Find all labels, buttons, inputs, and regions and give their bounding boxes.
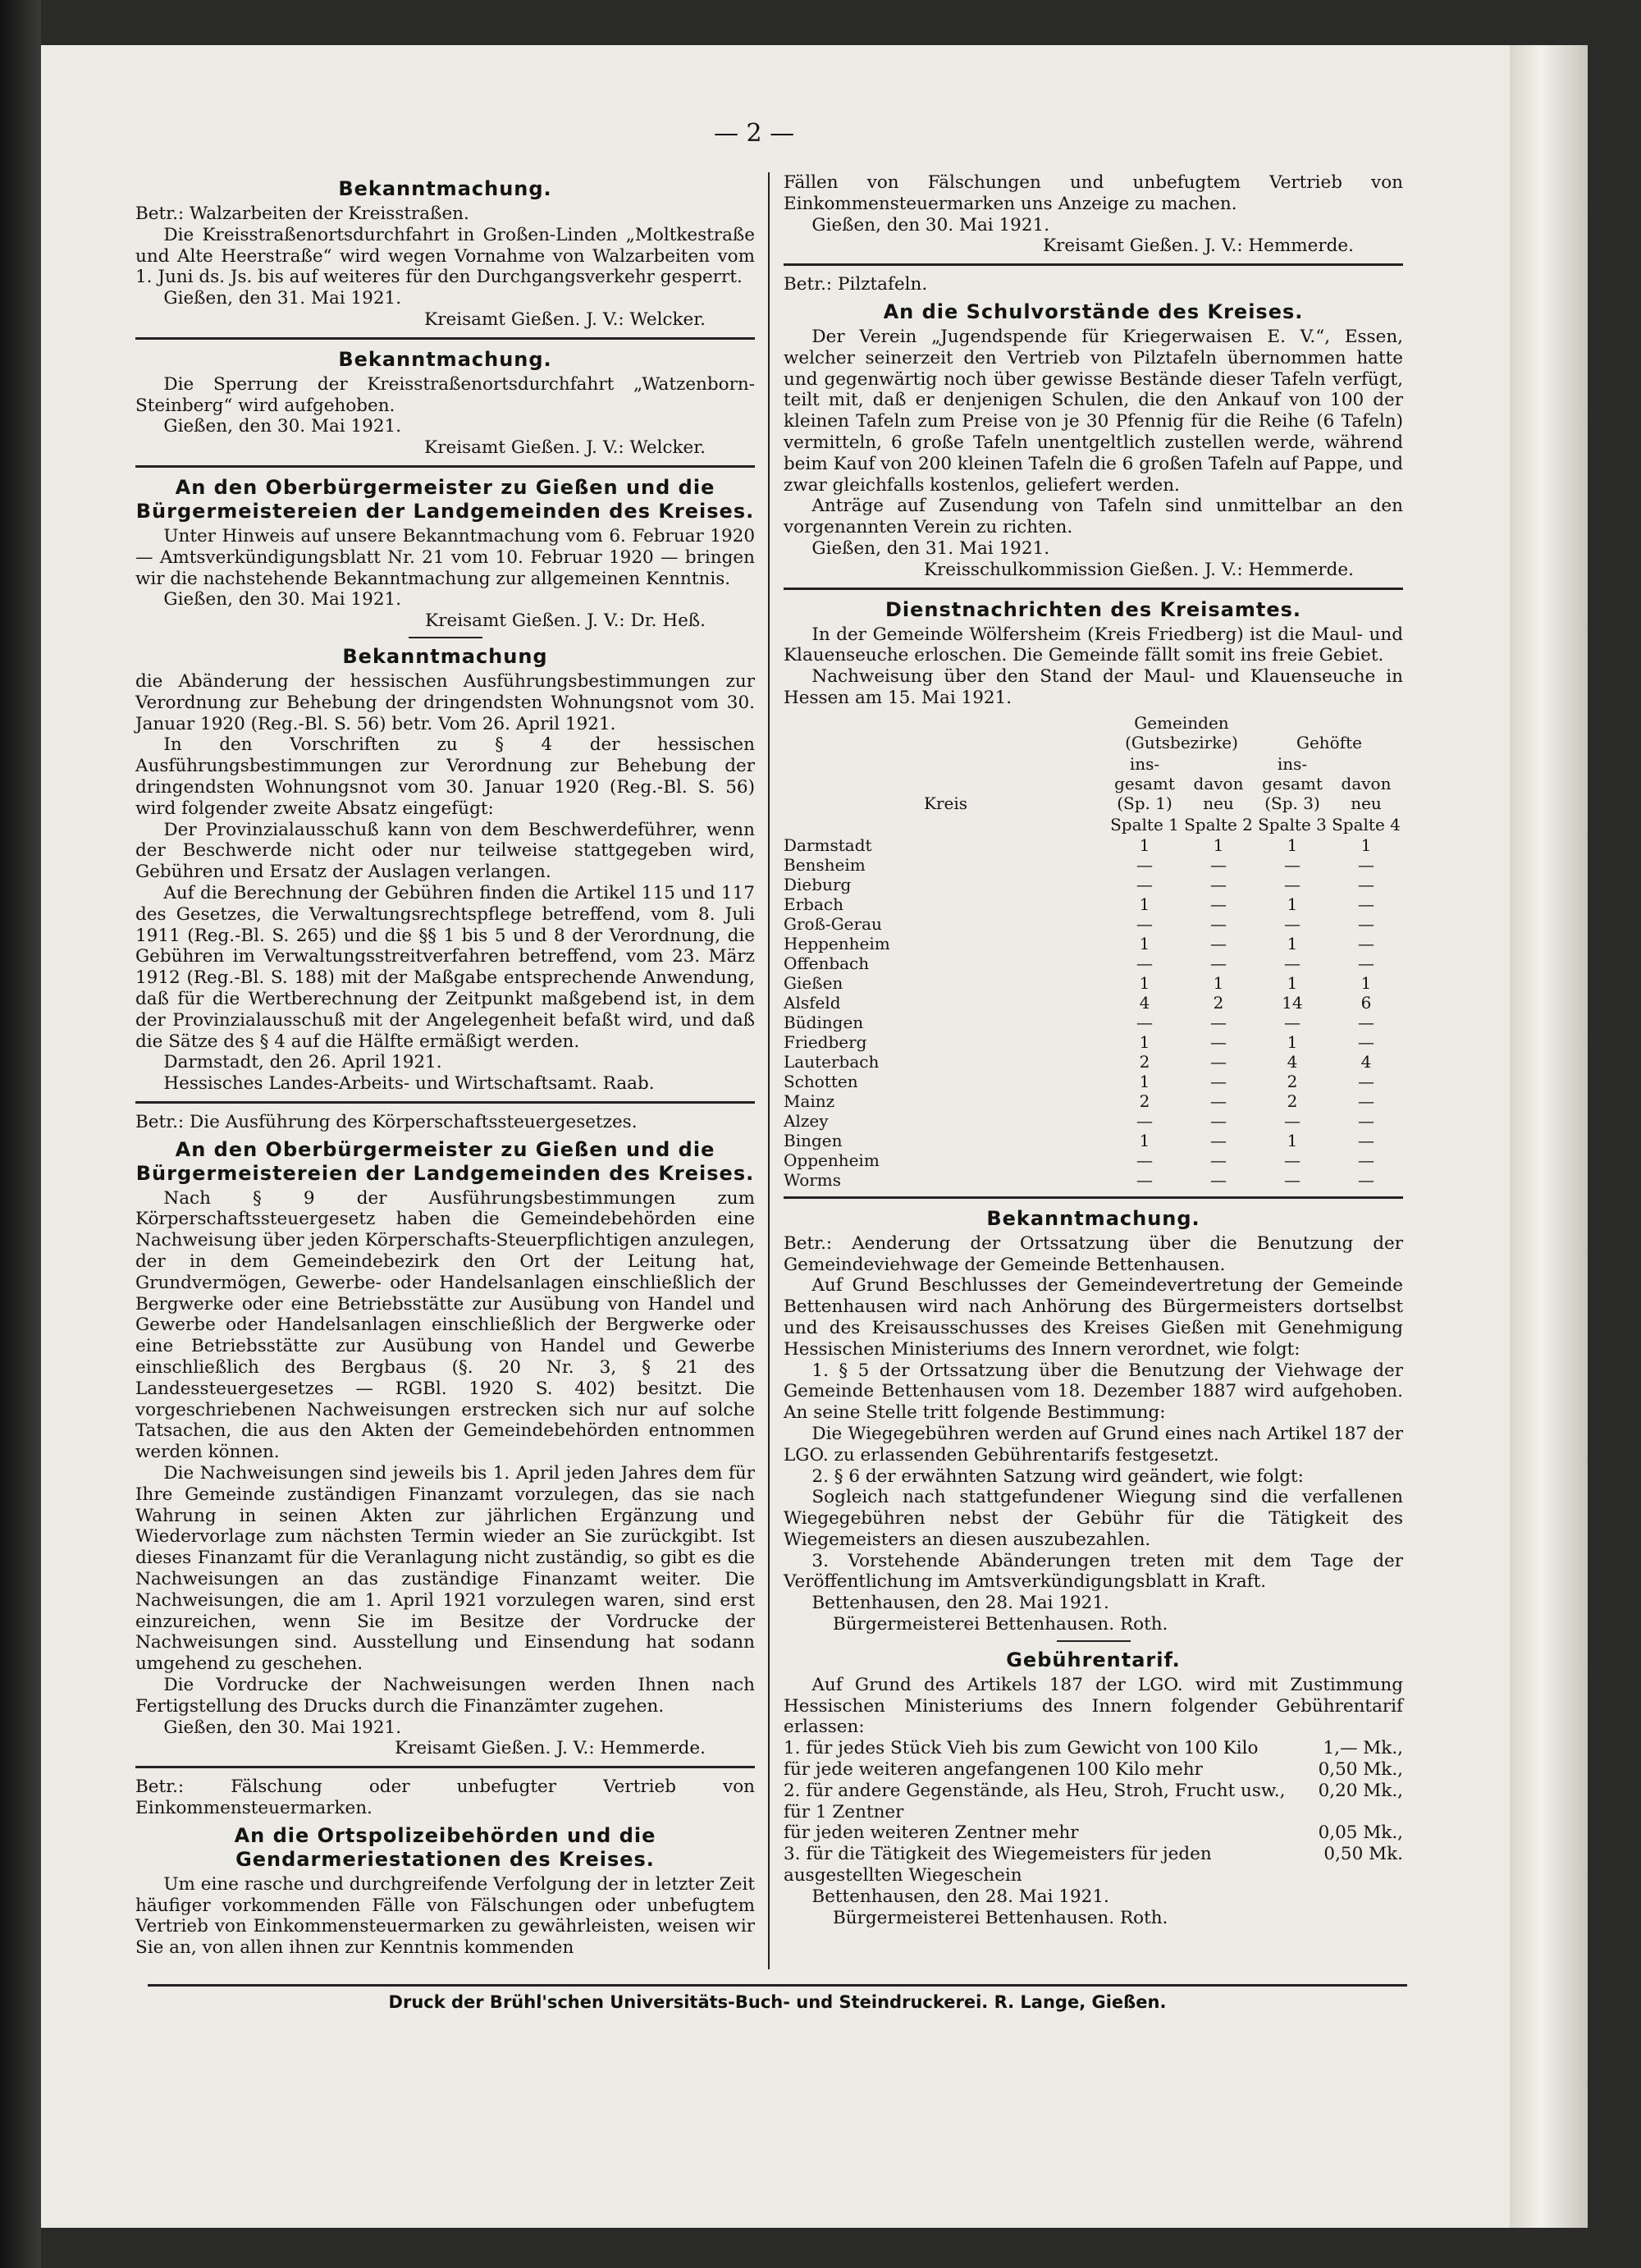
paragraph: Bettenhausen, den 28. Mai 1921. bbox=[811, 1593, 1109, 1614]
right-column bbox=[784, 172, 1403, 1928]
table-cell-value: 1 bbox=[1287, 1031, 1298, 1052]
section-heading: Bekanntmachung. bbox=[986, 1206, 1200, 1230]
table-cell-value: 1 bbox=[1287, 894, 1298, 914]
table-cell-value: 1 bbox=[1287, 933, 1298, 953]
table-cell-value: 1 bbox=[1139, 834, 1150, 855]
table-header-kreis: Kreis bbox=[924, 793, 967, 813]
signature: Kreisamt Gießen. J. V.: Hemmerde. bbox=[1043, 235, 1354, 257]
table-cell-value: 1 bbox=[1360, 834, 1372, 855]
table-cell-kreis: Bingen bbox=[784, 1130, 843, 1150]
bottom-rule bbox=[148, 1984, 1407, 1987]
table-cell-kreis: Büdingen bbox=[784, 1012, 864, 1032]
paragraph: Um eine rasche und durchgreifende Verfolgung der in letzter Zeit häufiger vorkommenden Fälle von Fälschungen oder unbefugtem Vertrieb von Einkommensteuermarken zu gewährleisten, weisen wir Sie an, von allen ihnen zur Kenntnis kommenden bbox=[135, 1873, 755, 1959]
table-cell-value: — bbox=[1358, 953, 1374, 973]
fee-amount: 1,— Mk., bbox=[1323, 1738, 1403, 1759]
table-row bbox=[784, 1111, 1403, 1131]
table-row bbox=[784, 1052, 1403, 1072]
table-cell-value: — bbox=[1210, 1071, 1227, 1091]
book-spine bbox=[0, 0, 41, 2268]
table-cell-value: 2 bbox=[1287, 1091, 1298, 1111]
column-divider bbox=[768, 172, 770, 1969]
section-heading: An den Oberbürgermeister zu Gießen und die Bürgermeistereien der Landgemeinden des Kreises. bbox=[135, 475, 755, 523]
table-cell-value: — bbox=[1136, 854, 1153, 875]
table-cell-value: — bbox=[1136, 1150, 1153, 1170]
table-cell-value: — bbox=[1210, 1031, 1227, 1052]
table-cell-value: — bbox=[1136, 874, 1153, 894]
fee-amount: 0,05 Mk., bbox=[1318, 1822, 1403, 1844]
section-rule bbox=[135, 337, 755, 340]
table-row bbox=[784, 993, 1403, 1013]
table-row bbox=[784, 1131, 1403, 1150]
table-cell-kreis: Alsfeld bbox=[784, 992, 841, 1013]
paragraph: Betr.: Pilztafeln. bbox=[784, 274, 928, 295]
right-column-part-a bbox=[784, 172, 1403, 709]
table-cell-value: — bbox=[1136, 1012, 1153, 1032]
signature: Kreisamt Gießen. J. V.: Welcker. bbox=[424, 437, 706, 459]
table-row bbox=[784, 875, 1403, 894]
section-rule bbox=[135, 465, 755, 468]
fee-line bbox=[784, 1822, 1403, 1844]
table-spalte-4: Spalte 4 bbox=[1332, 814, 1401, 834]
livestock-disease-table bbox=[784, 712, 1403, 1190]
paragraph: Die Nachweisungen sind jeweils bis 1. April jeden Jahres dem für Ihre Gemeinde zuständigen Finanzamt vorzulegen, das sie nach Wahrung in seinen Akten zur jährlichen Ergänzung und Wiedervorlage zum nächsten Termin wieder an Sie zurückgibt. Ist dieses Finanzamt für die Veranlagung nicht zuständig, so gibt es die Nachweisungen an das zuständige Finanzamt weiter. Die Nachweisungen, die am 1. April 1921 vorzulegen waren, sind erst einzureichen, wenn Sie im Besitze der Vordrucke der Nachweisungen sind. Ausstellung und Einsendung hat sodann umgehend zu geschehen. bbox=[135, 1463, 755, 1675]
paragraph: Anträge auf Zusendung von Tafeln sind unmittelbar an den vorgenannten Verein zu richten. bbox=[784, 496, 1403, 538]
section-heading: Bekanntmachung. bbox=[338, 347, 552, 371]
paragraph: Betr.: Aenderung der Ortssatzung über die Benutzung der Gemeindeviehwage der Gemeinde Bettenhausen. bbox=[784, 1232, 1403, 1275]
paragraph: Gießen, den 31. Mai 1921. bbox=[163, 288, 402, 309]
table-cell-value: — bbox=[1358, 894, 1374, 914]
right-column-part-b bbox=[784, 1196, 1403, 1739]
table-cell-value: — bbox=[1210, 1091, 1227, 1111]
fee-item: für jeden weiteren Zentner mehr bbox=[784, 1822, 1079, 1844]
table-cell-value: 1 bbox=[1139, 972, 1150, 993]
table-cell-kreis: Erbach bbox=[784, 894, 843, 914]
table-row bbox=[784, 1032, 1403, 1052]
paragraph: Gießen, den 30. Mai 1921. bbox=[811, 214, 1050, 235]
table-cell-value: — bbox=[1358, 1091, 1374, 1111]
table-cell-value: — bbox=[1358, 1031, 1374, 1052]
paragraph: Fällen von Fälschungen und unbefugtem Vertrieb von Einkommensteuermarken uns Anzeige zu machen. bbox=[784, 172, 1403, 214]
fee-amount: 0,50 Mk. bbox=[1323, 1844, 1403, 1865]
table-cell-value: — bbox=[1284, 1169, 1300, 1190]
short-rule bbox=[409, 637, 482, 638]
table-cell-value: — bbox=[1358, 854, 1374, 875]
table-cell-kreis: Mainz bbox=[784, 1091, 835, 1111]
table-row bbox=[784, 1170, 1403, 1190]
table-cell-kreis: Bensheim bbox=[784, 854, 866, 875]
paragraph: Darmstadt, den 26. April 1921. bbox=[163, 1052, 442, 1073]
paragraph: 1. § 5 der Ortssatzung über die Benutzung der Viehwage der Gemeinde Bettenhausen vom 18. Dezember 1887 wird aufgehoben. An seine Stelle tritt folgende Bestimmung: bbox=[784, 1360, 1403, 1424]
fee-line bbox=[784, 1759, 1403, 1781]
paragraph: Auf Grund Beschlusses der Gemeindevertretung der Gemeinde Bettenhausen wird nach Anhörung des Bürgermeisters dortselbst und des Kreisausschusses des Kreises Gießen mit Genehmigung Hessischen Ministeriums des Innern verordnet, wie folgt: bbox=[784, 1275, 1403, 1360]
fee-amount: 0,50 Mk., bbox=[1318, 1759, 1403, 1781]
table-cell-value: — bbox=[1136, 1110, 1153, 1131]
section-heading: Bekanntmachung. bbox=[338, 177, 552, 200]
table-cell-value: — bbox=[1136, 913, 1153, 934]
paragraph: 3. Vorstehende Abänderungen treten mit dem Tage der Veröffentlichung im Amtsverkündigungsblatt in Kraft. bbox=[784, 1550, 1403, 1593]
table-cell-kreis: Darmstadt bbox=[784, 834, 872, 855]
table-header-c1: ins- gesamt (Sp. 1) bbox=[1114, 753, 1175, 813]
table-cell-value: 2 bbox=[1213, 992, 1224, 1013]
table-row bbox=[784, 1150, 1403, 1170]
table-cell-kreis: Friedberg bbox=[784, 1031, 867, 1052]
paragraph: Der Provinzialausschuß kann von dem Beschwerdeführer, wenn der Beschwerde nicht oder nur teilweise stattgegeben wird, Gebühren und Ersatz der Auslagen verlangen. bbox=[135, 819, 755, 883]
paragraph: In den Vorschriften zu § 4 der hessischen Ausführungsbestimmungen zur Verordnung zur Behebung der dringendsten Wohnungsnot vom 30. Januar 1920 (Reg.-Bl. S. 56) wird folgender zweite Absatz eingefügt: bbox=[135, 734, 755, 819]
table-cell-kreis: Alzey bbox=[784, 1110, 829, 1131]
section-rule bbox=[784, 588, 1403, 590]
table-cell-value: — bbox=[1210, 874, 1227, 894]
table-cell-value: — bbox=[1210, 1051, 1227, 1072]
left-column bbox=[135, 172, 755, 1959]
table-row bbox=[784, 1072, 1403, 1091]
table-row bbox=[784, 914, 1403, 934]
signature: Kreisschulkommission Gießen. J. V.: Hemmerde. bbox=[923, 559, 1354, 580]
fee-schedule bbox=[784, 1738, 1403, 1886]
table-row bbox=[784, 953, 1403, 973]
table-cell-kreis: Gießen bbox=[784, 972, 843, 993]
table-cell-value: 1 bbox=[1139, 1071, 1150, 1091]
table-cell-value: 6 bbox=[1360, 992, 1372, 1013]
table-cell-kreis: Dieburg bbox=[784, 874, 852, 894]
table-cell-value: — bbox=[1358, 1071, 1374, 1091]
table-row bbox=[784, 973, 1403, 993]
table-cell-value: — bbox=[1284, 854, 1300, 875]
paragraph: Gießen, den 30. Mai 1921. bbox=[163, 416, 402, 437]
paragraph: Betr.: Fälschung oder unbefugter Vertrieb von Einkommensteuermarken. bbox=[135, 1776, 755, 1818]
fee-line bbox=[784, 1781, 1403, 1823]
fee-amount: 0,20 Mk., bbox=[1318, 1780, 1403, 1801]
table-cell-value: 1 bbox=[1287, 834, 1298, 855]
table-row bbox=[784, 894, 1403, 914]
right-column-part-c bbox=[784, 1886, 1403, 1929]
table-cell-value: — bbox=[1358, 1169, 1374, 1190]
section-heading: An den Oberbürgermeister zu Gießen und die Bürgermeistereien der Landgemeinden des Kreises. bbox=[135, 1137, 755, 1185]
table-cell-value: 2 bbox=[1139, 1091, 1150, 1111]
table-cell-value: — bbox=[1284, 1012, 1300, 1032]
section-rule bbox=[784, 1196, 1403, 1199]
table-cell-value: — bbox=[1358, 1012, 1374, 1032]
table-cell-value: 4 bbox=[1360, 1051, 1372, 1072]
table-header-c3: ins- gesamt (Sp. 3) bbox=[1262, 753, 1323, 813]
table-cell-value: — bbox=[1136, 953, 1153, 973]
table-cell-value: — bbox=[1358, 1150, 1374, 1170]
table-cell-kreis: Lauterbach bbox=[784, 1051, 880, 1072]
paragraph: die Abänderung der hessischen Ausführungsbestimmungen zur Verordnung zur Behebung der dringendsten Wohnungsnot vom 30. Januar 1920 (Reg.-Bl. S. 56) betr. Vom 26. April 1921. bbox=[135, 670, 755, 734]
table-cell-value: 1 bbox=[1287, 1130, 1298, 1150]
table-cell-value: — bbox=[1284, 913, 1300, 934]
paragraph: Die Sperrung der Kreisstraßenortsdurchfahrt „Watzenborn-Steinberg“ wird aufgehoben. bbox=[135, 373, 755, 416]
table-header-c2: davon neu bbox=[1193, 773, 1244, 813]
table-cell-value: — bbox=[1358, 933, 1374, 953]
table-cell-value: — bbox=[1210, 854, 1227, 875]
table-cell-value: 1 bbox=[1213, 972, 1224, 993]
table-cell-kreis: Groß-Gerau bbox=[784, 913, 882, 934]
table-cell-kreis: Oppenheim bbox=[784, 1150, 880, 1170]
table-cell-value: — bbox=[1210, 1169, 1227, 1190]
table-cell-kreis: Heppenheim bbox=[784, 933, 890, 953]
paragraph: Die Vordrucke der Nachweisungen werden Ihnen nach Fertigstellung des Drucks durch die Finanzämter zugehen. bbox=[135, 1675, 755, 1717]
paragraph: Gießen, den 30. Mai 1921. bbox=[163, 1717, 402, 1738]
signature: Kreisamt Gießen. J. V.: Dr. Heß. bbox=[425, 610, 706, 632]
table-body bbox=[784, 835, 1403, 1190]
paragraph: Auf Grund des Artikels 187 der LGO. wird mit Zustimmung Hessischen Ministeriums des Innern folgender Gebührentarif erlassen: bbox=[784, 1674, 1403, 1738]
page-number: — 2 — bbox=[714, 119, 795, 148]
table-cell-value: — bbox=[1210, 894, 1227, 914]
table-cell-value: — bbox=[1210, 1150, 1227, 1170]
table-cell-value: — bbox=[1284, 874, 1300, 894]
table-cell-value: — bbox=[1284, 953, 1300, 973]
paragraph: Betr.: Die Ausführung des Körperschaftssteuergesetzes. bbox=[135, 1111, 638, 1132]
table-cell-kreis: Worms bbox=[784, 1169, 842, 1190]
table-spalte-3: Spalte 3 bbox=[1258, 814, 1327, 834]
paragraph: Nachweisung über den Stand der Maul- und Klauenseuche in Hessen am 15. Mai 1921. bbox=[784, 666, 1403, 708]
paragraph: Gießen, den 30. Mai 1921. bbox=[163, 589, 402, 610]
fee-item: 2. für andere Gegenstände, als Heu, Stroh, Frucht usw., für 1 Zentner bbox=[784, 1780, 1286, 1822]
table-cell-value: 2 bbox=[1139, 1051, 1150, 1072]
paragraph: Auf die Berechnung der Gebühren finden die Artikel 115 und 117 des Gesetzes, die Verwaltungsrechtspflege betreffend, vom 8. Juli 1911 (Reg.-Bl. S. 265) und die §§ 1 bis 5 und 8 der Verordnung, die Gebühren im Verwaltungsstreitverfahren betreffend, vom 23. März 1912 (Reg.-Bl. S. 188) mit der Maßgabe entsprechende Anwendung, daß für die Wertberechnung der Zeitpunkt maßgebend ist, in dem der Provinzialausschuß mit der Angelegenheit befaßt wird, und daß die Sätze des § 4 auf die Hälfte ermäßigt werden. bbox=[135, 882, 755, 1052]
section-rule bbox=[784, 263, 1403, 266]
short-rule bbox=[1057, 1640, 1131, 1642]
table-cell-value: — bbox=[1210, 933, 1227, 953]
paragraph: In der Gemeinde Wölfersheim (Kreis Friedberg) ist die Maul- und Klauenseuche erloschen. Die Gemeinde fällt somit ins freie Gebiet. bbox=[784, 624, 1403, 666]
signature: Kreisamt Gießen. J. V.: Welcker. bbox=[424, 309, 706, 330]
table-spalte-2: Spalte 2 bbox=[1184, 814, 1253, 834]
table-cell-kreis: Schotten bbox=[784, 1071, 858, 1091]
paragraph: Gießen, den 31. Mai 1921. bbox=[811, 537, 1050, 559]
table-cell-value: 1 bbox=[1139, 1130, 1150, 1150]
table-row bbox=[784, 855, 1403, 875]
paragraph: Sogleich nach stattgefundener Wiegung sind die verfallenen Wiegegebühren nebst der Gebühr für die Tätigkeit des Wiegemeisters an diesen auszubezahlen. bbox=[784, 1487, 1403, 1550]
table-cell-value: 2 bbox=[1287, 1071, 1298, 1091]
table-cell-value: — bbox=[1210, 953, 1227, 973]
paragraph: 2. § 6 der erwähnten Satzung wird geändert, wie folgt: bbox=[811, 1466, 1304, 1487]
paragraph: Die Kreisstraßenortsdurchfahrt in Großen-Linden „Moltkestraße und Alte Heerstraße“ wird wegen Vornahme von Walzarbeiten vom 1. Juni ds. Js. bis auf weiteres für den Durchgangsverkehr gesperrt. bbox=[135, 224, 755, 288]
table-cell-value: 1 bbox=[1360, 972, 1372, 993]
table-cell-value: 1 bbox=[1213, 834, 1224, 855]
table-header-c4: davon neu bbox=[1341, 773, 1392, 813]
paragraph: Unter Hinweis auf unsere Bekanntmachung vom 6. Februar 1920 — Amtsverkündigungsblatt Nr. 21 vom 10. Februar 1920 — bringen wir die nachstehende Bekanntmachung zur allgemeinen Kenntnis. bbox=[135, 525, 755, 589]
table-spalte-1: Spalte 1 bbox=[1110, 814, 1179, 834]
section-heading: Gebührentarif. bbox=[1006, 1648, 1181, 1671]
table-cell-value: 1 bbox=[1139, 1031, 1150, 1052]
table-group-gehoefte: Gehöfte bbox=[1296, 732, 1362, 752]
paragraph: Die Wiegegebühren werden auf Grund eines nach Artikel 187 der LGO. zu erlassenden Gebührentarifs festgesetzt. bbox=[784, 1423, 1403, 1466]
table-cell-value: 14 bbox=[1282, 992, 1303, 1013]
fee-line bbox=[784, 1738, 1403, 1759]
section-heading: An die Ortspolizeibehörden und die Gendarmeriestationen des Kreises. bbox=[234, 1823, 656, 1871]
section-rule bbox=[135, 1101, 755, 1104]
table-cell-kreis: Offenbach bbox=[784, 953, 870, 973]
signature: Kreisamt Gießen. J. V.: Hemmerde. bbox=[395, 1738, 706, 1759]
table-cell-value: — bbox=[1210, 1012, 1227, 1032]
table-cell-value: — bbox=[1136, 1169, 1153, 1190]
fee-item: 1. für jedes Stück Vieh bis zum Gewicht von 100 Kilo bbox=[784, 1738, 1259, 1759]
table-row bbox=[784, 934, 1403, 953]
table-cell-value: 4 bbox=[1139, 992, 1150, 1013]
section-heading: Bekanntmachung bbox=[342, 644, 548, 668]
table-cell-value: 4 bbox=[1287, 1051, 1298, 1072]
section-heading: Dienstnachrichten des Kreisamtes. bbox=[884, 597, 1302, 621]
page-edges bbox=[1510, 45, 1588, 2228]
paragraph: Nach § 9 der Ausführungsbestimmungen zum Körperschaftssteuergesetz haben die Gemeindebehörden eine Nachweisung über jeden Körperschafts-Steuerpflichtigen anzulegen, der in dem Gemeindebezirk den Ort der Leitung hat, Grundvermögen, Gewerbe- oder Handelsanlagen einschließlich der Bergwerke oder eine Betriebsstätte zur Ausübung von Handel und Gewerbe oder Handelsanlagen einschließlich der Bergwerke oder eine Betriebsstätte zur Ausübung von Handel und Gewerbe einschließlich des Bergbaus (§. 20 Nr. 3, § 21 des Landessteuergesetzes — RGBl. 1920 S. 402) besitzt. Die vorgeschriebenen Nachweisungen erstrecken sich nur auf solche Tatsachen, die aus den Akten der Gemeindebehörden entnommen werden können. bbox=[135, 1187, 755, 1463]
table-row bbox=[784, 835, 1403, 855]
signature: Bürgermeisterei Bettenhausen. Roth. bbox=[833, 1907, 1168, 1928]
table-row bbox=[784, 1091, 1403, 1111]
paragraph: Der Verein „Jugendspende für Kriegerwaisen E. V.“, Essen, welcher seinerzeit den Vertrieb von Pilztafeln übernommen hatte und gegenwärtig noch über gewisse Bestände dieser Tafeln verfügt, teilt mit, daß er denjenigen Schulen, die den Ankauf von 100 der kleinen Tafeln zum Preise von je 30 Pfennig für die Reihe (6 Tafeln) vermitteln, 6 große Tafeln unentgeltlich zustellen werde, während beim Kauf von 200 kleinen Tafeln die 6 großen Tafeln auf Pappe, und zwar gleichfalls kostenlos, geliefert werden. bbox=[784, 326, 1403, 496]
table-cell-value: — bbox=[1358, 1130, 1374, 1150]
section-rule bbox=[135, 1766, 755, 1768]
printer-imprint: Druck der Brühl'schen Universitäts-Buch- und Steindruckerei. R. Lange, Gießen. bbox=[388, 1992, 1167, 2012]
table-cell-value: — bbox=[1284, 1110, 1300, 1131]
paragraph: Betr.: Walzarbeiten der Kreisstraßen. bbox=[135, 203, 469, 224]
table-cell-value: — bbox=[1358, 874, 1374, 894]
signature: Bürgermeisterei Bettenhausen. Roth. bbox=[833, 1614, 1168, 1635]
table-cell-value: — bbox=[1210, 913, 1227, 934]
table-cell-value: 1 bbox=[1139, 933, 1150, 953]
fee-line bbox=[784, 1844, 1403, 1886]
table-cell-value: 1 bbox=[1287, 972, 1298, 993]
table-cell-value: — bbox=[1210, 1130, 1227, 1150]
table-group-gemeinden: Gemeinden (Gutsbezirke) bbox=[1125, 712, 1238, 752]
fee-item: 3. für die Tätigkeit des Wiegemeisters für jeden ausgestellten Wiegeschein bbox=[784, 1844, 1212, 1886]
fee-item: für jede weiteren angefangenen 100 Kilo mehr bbox=[784, 1759, 1203, 1781]
table-cell-value: — bbox=[1358, 1110, 1374, 1131]
table-cell-value: — bbox=[1210, 1110, 1227, 1131]
paragraph: Hessisches Landes-Arbeits- und Wirtschaftsamt. Raab. bbox=[163, 1073, 655, 1095]
section-heading: An die Schulvorstände des Kreises. bbox=[883, 300, 1304, 323]
table-row bbox=[784, 1013, 1403, 1032]
paragraph: Bettenhausen, den 28. Mai 1921. bbox=[811, 1886, 1109, 1907]
table-cell-value: 1 bbox=[1139, 894, 1150, 914]
table-cell-value: — bbox=[1284, 1150, 1300, 1170]
table-cell-value: — bbox=[1358, 913, 1374, 934]
